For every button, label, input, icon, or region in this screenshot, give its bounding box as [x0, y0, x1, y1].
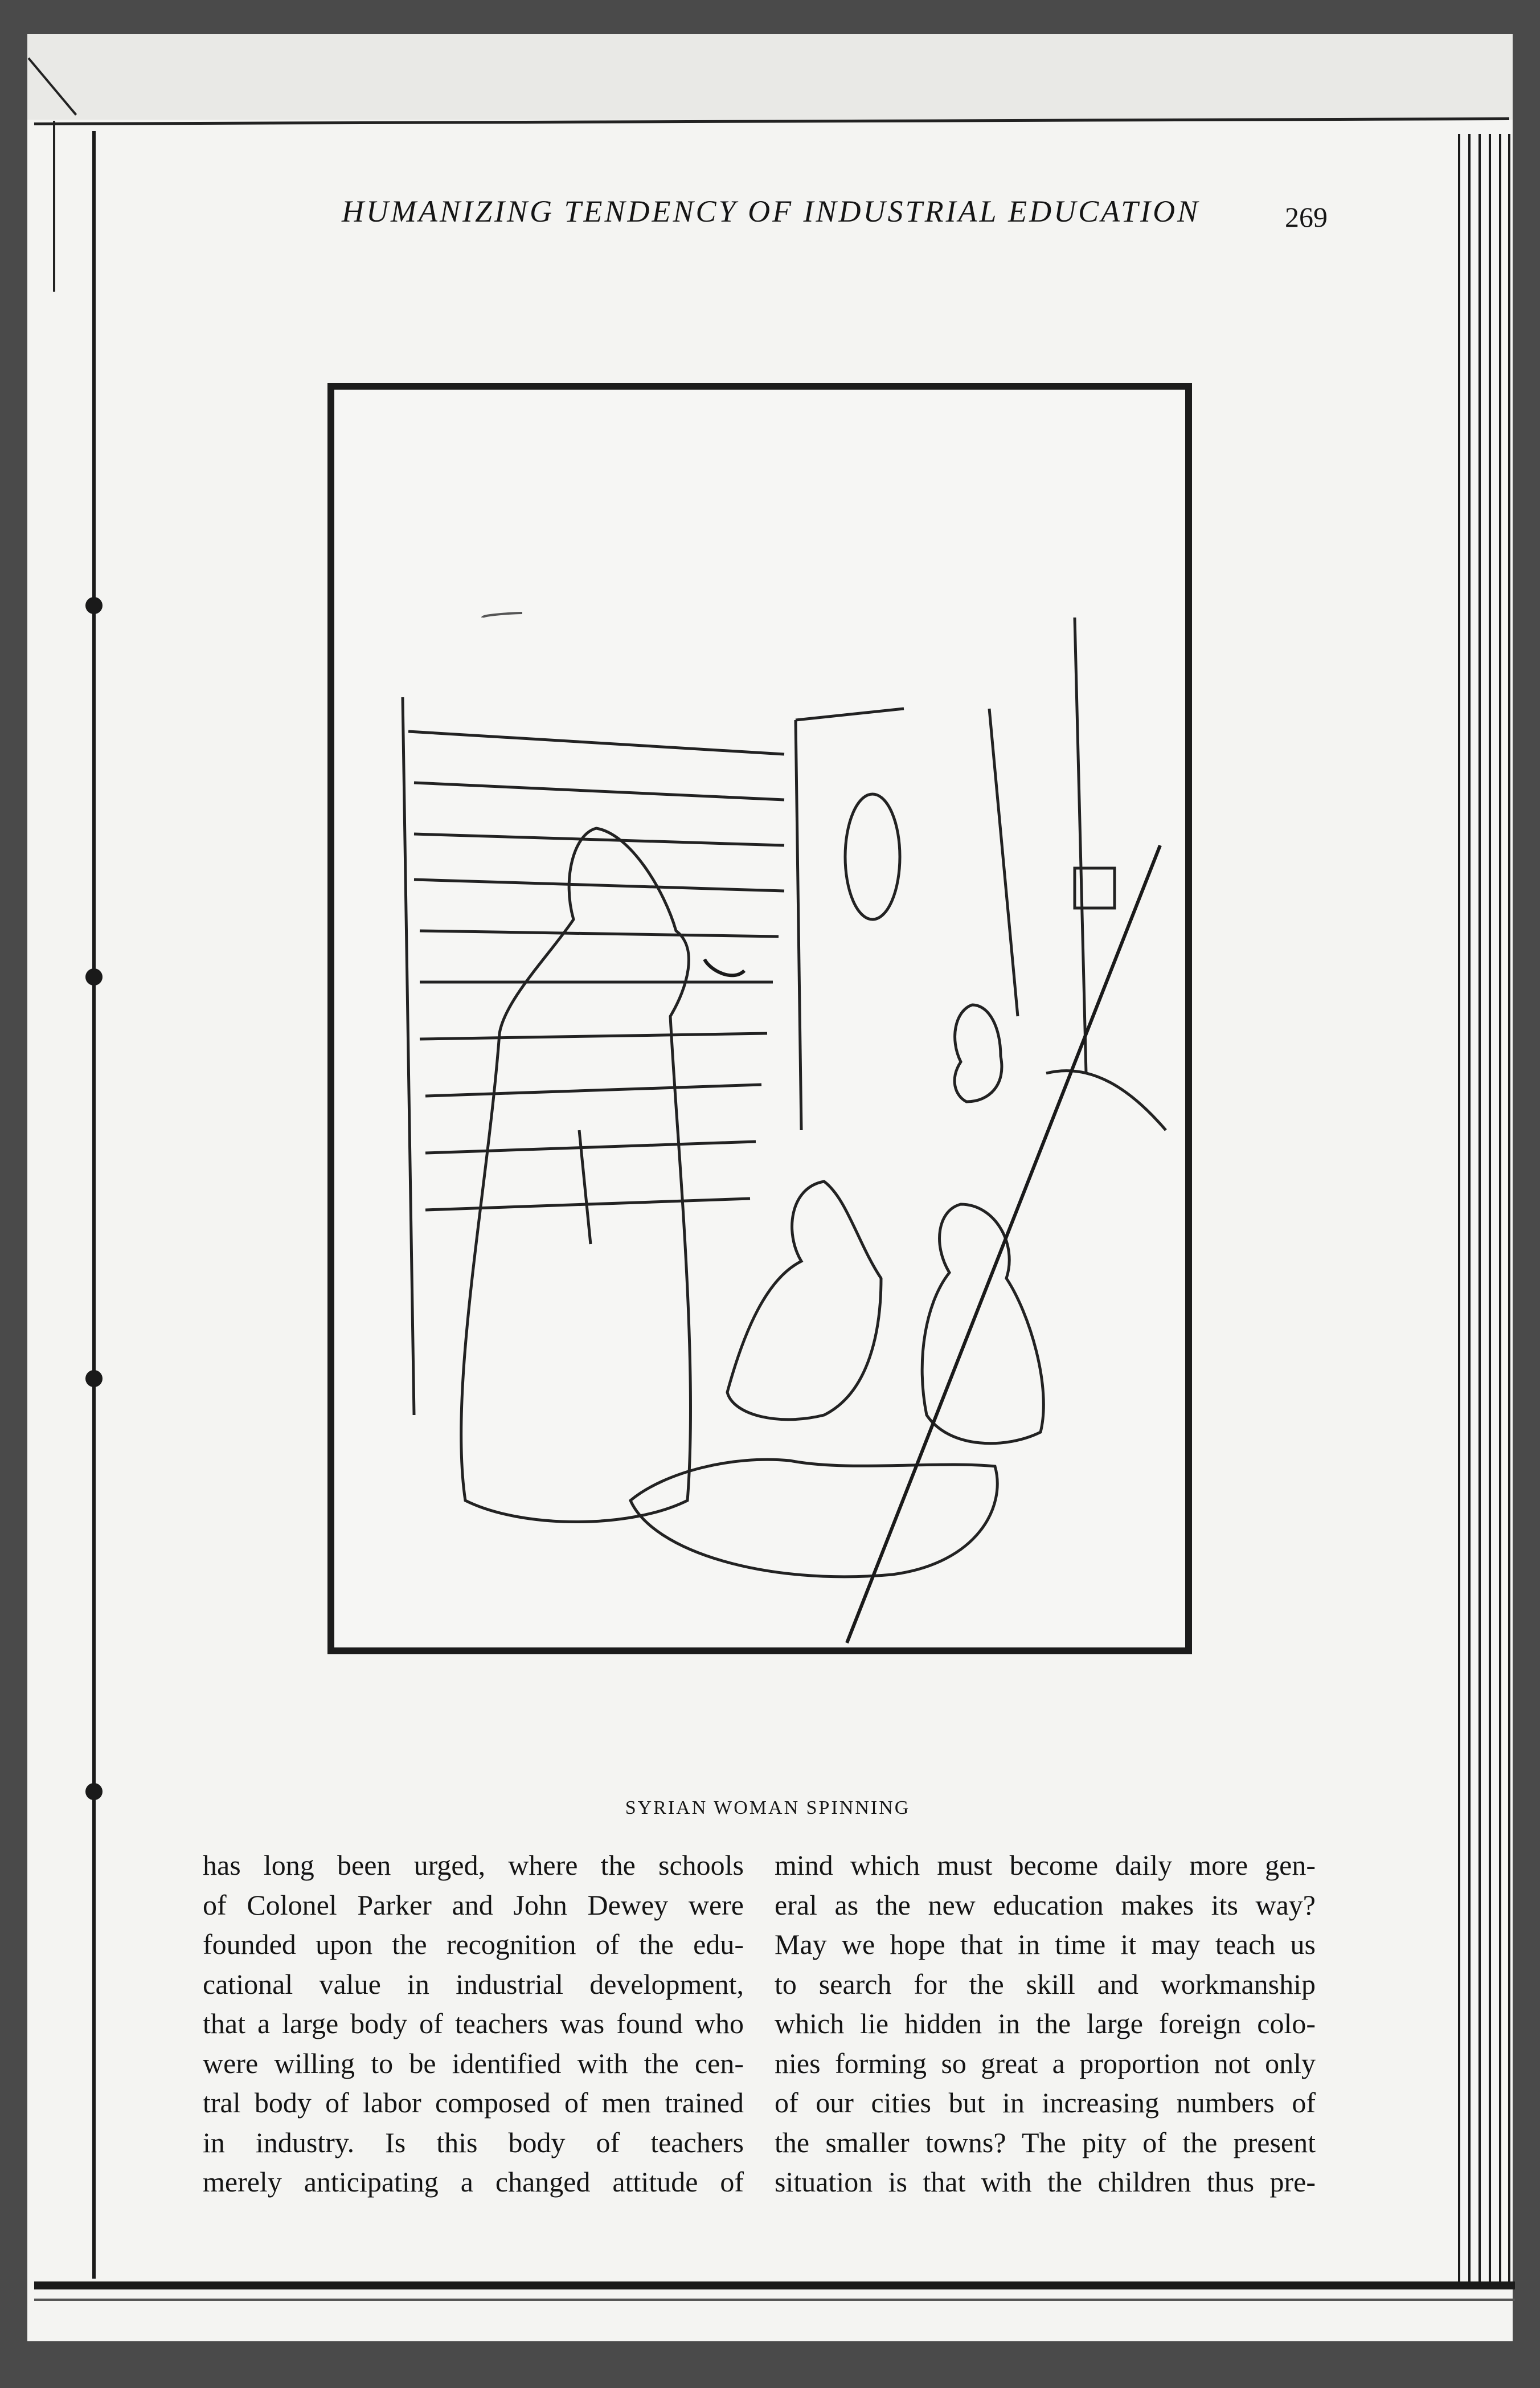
oval-mirror [845, 794, 900, 919]
page-stack-line [1499, 134, 1501, 2287]
text-line: merely anticipating a changed attitude of [203, 2166, 744, 2198]
bottom-edge-line [34, 2299, 1515, 2301]
text-line: were willing to be identified with the cen- [203, 2047, 744, 2079]
wall-corner [989, 709, 1018, 1016]
binding-hole [85, 1783, 103, 1800]
shelf-line [408, 731, 784, 754]
text-line: the smaller towns? The pity of the present [775, 2126, 1316, 2158]
page-top-edge [27, 34, 1513, 120]
right-text-column [775, 1846, 1316, 2202]
shelf-line [414, 834, 784, 845]
hands [705, 959, 744, 975]
figure-caption: SYRIAN WOMAN SPINNING [625, 1797, 911, 1818]
bottom-edge [34, 2281, 1515, 2289]
page-stack-line [1458, 134, 1460, 2287]
photograph [327, 383, 1192, 1654]
wall-corner [1075, 618, 1086, 1073]
left-margin-rule [92, 131, 96, 2279]
text-line: cational value in industrial development, [203, 1968, 744, 2000]
shelf-line [414, 783, 784, 800]
wall-edge [403, 697, 414, 1415]
text-line: to search for the skill and workmanship [775, 1968, 1316, 2000]
photograph-illustration [334, 390, 1185, 1647]
doorway [796, 720, 801, 1130]
left-text-column [203, 1846, 744, 2202]
corner-fold-2 [53, 121, 55, 292]
wool-pile [630, 1459, 997, 1577]
background-child [955, 1005, 1002, 1102]
text-line: situation is that with the children thus pre- [775, 2166, 1316, 2198]
page-stack-line [1508, 134, 1510, 2287]
running-head: HUMANIZING TENDENCY OF INDUSTRIAL EDUCATION [342, 194, 1201, 228]
text-line: has long been urged, where the schools [203, 1849, 744, 1881]
shelf-line [414, 880, 784, 891]
shelf-line [425, 1142, 756, 1153]
binding-hole [85, 1370, 103, 1387]
text-line: in industry. Is this body of teachers [203, 2126, 744, 2158]
text-line: that a large body of teachers was found who [203, 2007, 744, 2039]
doorway [796, 709, 904, 720]
text-line: which lie hidden in the large foreign colo- [775, 2007, 1316, 2039]
text-line: of our cities but in increasing numbers of [775, 2087, 1316, 2119]
page-stack-line [1489, 134, 1491, 2287]
page-number: 269 [1285, 201, 1328, 233]
text-line: eral as the new education makes its way? [775, 1888, 1316, 1921]
floor-rug [1046, 1071, 1166, 1130]
text-line: mind which must become daily more gen- [775, 1849, 1316, 1881]
spinning-stick [847, 845, 1160, 1643]
shelf-line [420, 1033, 767, 1039]
binding-hole [85, 597, 103, 614]
shelf-line [425, 1085, 761, 1096]
text-line: of Colonel Parker and John Dewey were [203, 1888, 744, 1921]
page-stack-line [1478, 134, 1481, 2287]
text-line: founded upon the recognition of the edu- [203, 1928, 744, 1960]
page-stack-line [1468, 134, 1471, 2287]
shelf-line [420, 931, 779, 937]
seated-man [727, 1181, 881, 1420]
text-line: May we hope that in time it may teach us [775, 1928, 1316, 1960]
lamp [482, 613, 522, 618]
binding-hole [85, 968, 103, 986]
text-line: tral body of labor composed of men trained [203, 2087, 744, 2119]
text-line: nies forming so great a proportion not only [775, 2047, 1316, 2079]
